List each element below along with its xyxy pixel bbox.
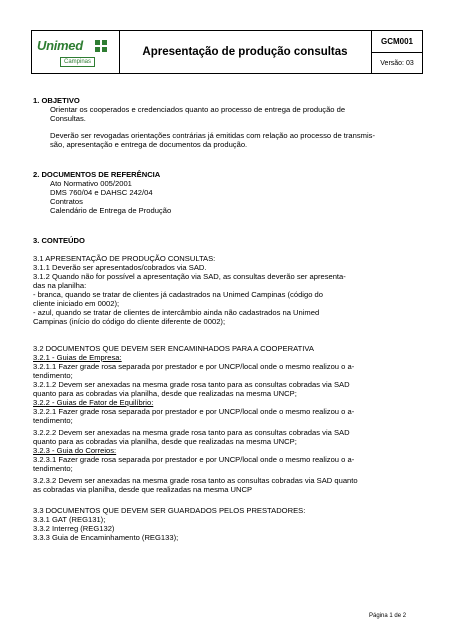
text-line: são, apresentação e entrega de documentos da produção.	[50, 140, 248, 149]
text-line: Campinas (início do código do cliente diferente de 0002);	[33, 317, 226, 326]
text-line: 3.3.3 Guia de Encaminhamento (REG133);	[33, 533, 179, 542]
section-heading-conteudo: 3. CONTEÚDO	[33, 236, 85, 245]
document-header	[31, 30, 423, 74]
section-heading-referencia: 2. DOCUMENTOS DE REFERÊNCIA	[33, 170, 161, 179]
text-line: cliente iniciado em 0002);	[33, 299, 120, 308]
subheading-guias-empresa: 3.2.1 - Guias de Empresa:	[33, 353, 122, 362]
text-line: 3.2.2.1 Fazer grade rosa separada por prestador e por UNCP/local onde o mesmo realizou o a-	[33, 407, 355, 416]
text-line: 3.1 APRESENTAÇÃO DE PRODUÇÃO CONSULTAS:	[33, 254, 216, 263]
subheading-guia-correios: 3.2.3 - Guia do Correios:	[33, 446, 117, 455]
logo-brand-text: Unimed	[37, 38, 83, 53]
document-version: Versão: 03	[380, 59, 414, 67]
text-line: tendimento;	[33, 416, 73, 425]
text-line: quanto para as cobradas via planilha, desde que realizadas na mesma UNCP;	[33, 437, 297, 446]
text-line: tendimento;	[33, 371, 73, 380]
logo-sub-text: Campinas	[60, 57, 95, 67]
document-title: Apresentação de produção consultas	[119, 31, 372, 73]
text-line: Contratos	[50, 197, 83, 206]
text-line: 3.3.2 Interreg (REG132)	[33, 524, 115, 533]
text-line: tendimento;	[33, 464, 73, 473]
text-line: 3.2.1.2 Devem ser anexadas na mesma grade rosa tanto para as consultas cobradas via SAD	[33, 380, 350, 389]
text-line: 3.2 DOCUMENTOS QUE DEVEM SER ENCAMINHADOS PARA A COOPERATIVA	[33, 344, 314, 353]
text-line: 3.2.2.2 Devem ser anexadas na mesma grade rosa tanto para as consultas cobradas via SAD	[33, 428, 350, 437]
text-line: 3.3.1 GAT (REG131);	[33, 515, 106, 524]
subheading-fator-equilibrio: 3.2.2 - Guias de Fator de Equilíbrio:	[33, 398, 154, 407]
text-line: 3.2.3.2 Devem ser anexadas na mesma grade rosa tanto as consultas cobradas via SAD quanto	[33, 476, 358, 485]
text-line: Consultas.	[50, 114, 86, 123]
text-line: Deverão ser revogadas orientações contrárias já emitidas com relação ao processo de transmis-	[50, 131, 375, 140]
text-line: 3.1.1 Deverão ser apresentados/cobrados via SAD.	[33, 263, 207, 272]
text-line: - azul, quando se tratar de clientes de intercâmbio ainda não cadastrados na Unimed	[33, 308, 320, 317]
text-line: DMS 760/04 e DAHSC 242/04	[50, 188, 153, 197]
page-number: Página 1 de 2	[369, 613, 407, 619]
text-line: 3.2.3.1 Fazer grade rosa separada por prestador e por UNCP/local onde o mesmo realizou o a-	[33, 455, 355, 464]
section-heading-objetivo: 1. OBJETIVO	[33, 96, 80, 105]
text-line: das na planilha:	[33, 281, 87, 290]
text-line: 3.1.2 Quando não for possível a apresentação via SAD, as consultas deverão ser apresenta-	[33, 272, 346, 281]
document-code: GCM001	[372, 31, 422, 53]
text-line: Calendário de Entrega de Produção	[50, 206, 172, 215]
text-line: 3.3 DOCUMENTOS QUE DEVEM SER GUARDADOS PELOS PRESTADORES:	[33, 506, 306, 515]
unimed-logo	[32, 31, 120, 73]
text-line: Ato Normativo 005/2001	[50, 179, 132, 188]
unimed-tree-icon	[93, 38, 109, 54]
text-line: as cobradas via planilha, desde que realizadas na mesma UNCP	[33, 485, 253, 494]
text-line: - branca, quando se tratar de clientes já cadastrados na Unimed Campinas (código do	[33, 290, 323, 299]
text-line: Orientar os cooperados e credenciados quanto ao processo de entrega de produção de	[50, 105, 346, 114]
text-line: quanto para as cobradas via planilha, desde que realizadas na mesma UNCP;	[33, 389, 297, 398]
text-line: 3.2.1.1 Fazer grade rosa separada por prestador e por UNCP/local onde o mesmo realizou o a-	[33, 362, 355, 371]
